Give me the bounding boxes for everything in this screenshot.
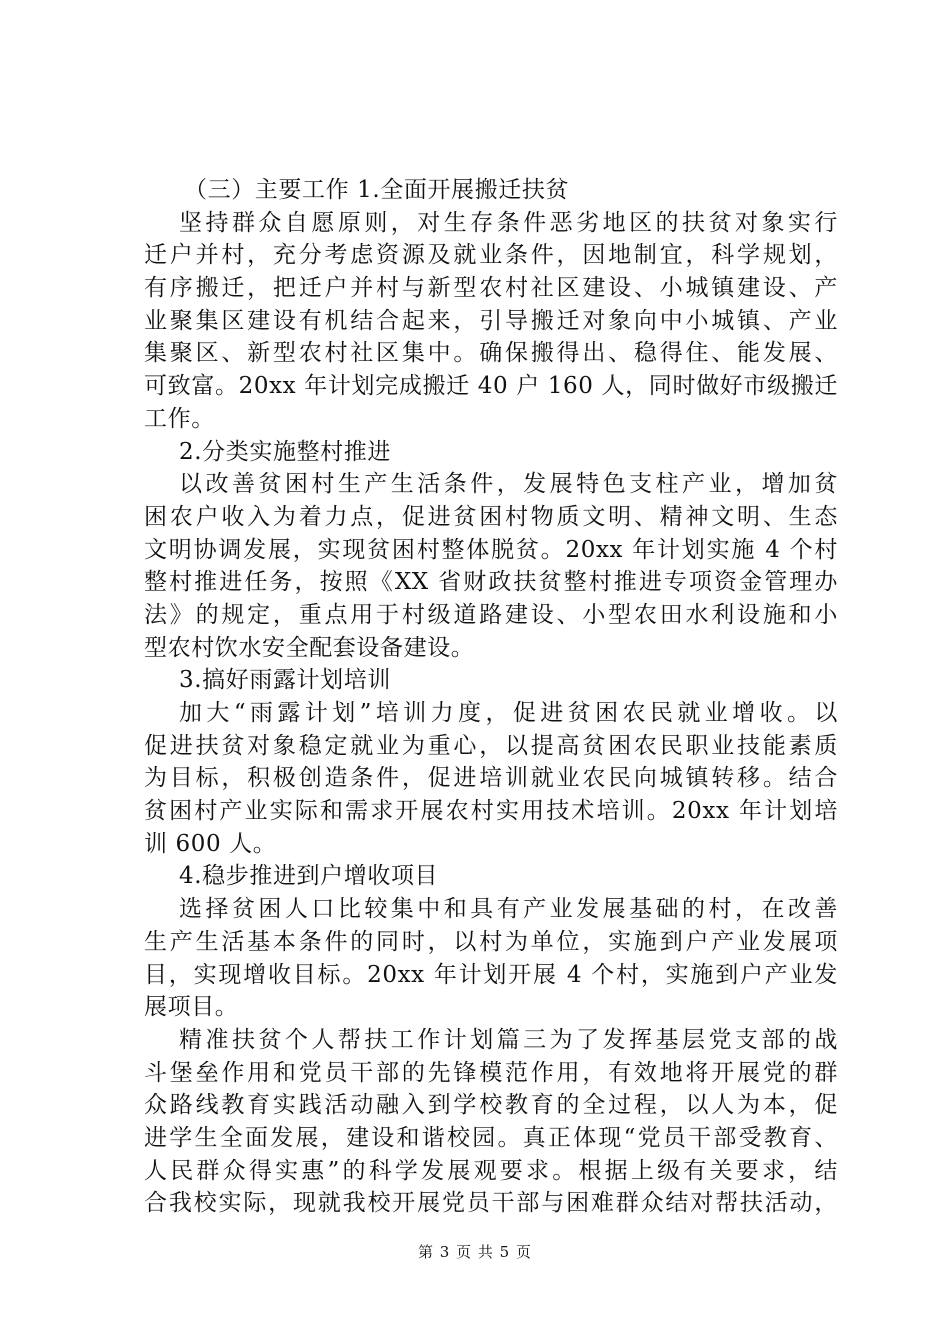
paragraph-line: 业聚集区建设有机结合起来，引导搬迁对象向中小城镇、产业	[144, 307, 838, 334]
paragraph-line: 训 600 人。	[144, 830, 277, 857]
paragraph-line: 人民群众得实惠”的科学发展观要求。根据上级有关要求，结	[144, 1157, 838, 1184]
paragraph-line: 型农村饮水安全配套设备建设。	[144, 634, 475, 661]
paragraph-line: 选择贫困人口比较集中和具有产业发展基础的村，在改善	[179, 896, 838, 923]
paragraph-line: 文明协调发展，实现贫困村整体脱贫。20xx 年计划实施 4 个村	[144, 536, 838, 563]
paragraph-line: 目，实现增收目标。20xx 年计划开展 4 个村，实施到户产业发	[144, 961, 838, 988]
paragraph-line: 为目标，积极创造条件，促进培训就业农民向城镇转移。结合	[144, 765, 838, 792]
paragraph-line: 加大“雨露计划”培训力度，促进贫困农民就业增收。以	[179, 700, 838, 726]
paragraph-line: 生产生活基本条件的同时，以村为单位，实施到户产业发展项	[144, 928, 838, 955]
paragraph-line: 法》的规定，重点用于村级道路建设、小型农田水利设施和小	[144, 601, 838, 628]
paragraph-line: 困农户收入为着力点，促进贫困村物质文明、精神文明、生态	[144, 503, 838, 530]
paragraph-line: 可致富。20xx 年计划完成搬迁 40 户 160 人，同时做好市级搬迁	[144, 373, 838, 400]
subheading: 2.分类实施整村推进	[179, 438, 391, 465]
paragraph-line: 合我校实际，现就我校开展党员干部与困难群众结对帮扶活动，	[144, 1190, 838, 1217]
paragraph-line: 以改善贫困村生产生活条件，发展特色支柱产业，增加贫	[179, 471, 838, 498]
paragraph-line: 集聚区、新型农村社区集中。确保搬得出、稳得住、能发展、	[144, 340, 838, 367]
subheading: 3.搞好雨露计划培训	[179, 667, 391, 694]
paragraph-line: 精准扶贫个人帮扶工作计划篇三为了发挥基层党支部的战	[179, 1026, 838, 1053]
document-body	[144, 174, 838, 1220]
paragraph-line: 有序搬迁，把迁户并村与新型农村社区建设、小城镇建设、产	[144, 275, 838, 302]
subheading: 4.稳步推进到户增收项目	[179, 863, 439, 890]
paragraph-line: 整村推进任务，按照《XX 省财政扶贫整村推进专项资金管理办	[144, 569, 838, 596]
paragraph-line: 进学生全面发展，建设和谐校园。真正体现“党员干部受教育、	[144, 1124, 838, 1151]
paragraph-line: 展项目。	[144, 994, 239, 1021]
paragraph-line: 贫困村产业实际和需求开展农村实用技术培训。20xx 年计划培	[144, 798, 838, 825]
paragraph-line: 迁户并村，充分考虑资源及就业条件，因地制宜，科学规划，	[144, 242, 838, 269]
section-heading: （三）主要工作 1.全面开展搬迁扶贫	[184, 177, 570, 203]
page-number-footer: 第 3 页 共 5 页	[418, 1243, 532, 1261]
paragraph-line: 工作。	[144, 405, 215, 432]
paragraph-line: 斗堡垒作用和党员干部的先锋模范作用，有效地将开展党的群	[144, 1059, 838, 1086]
paragraph-line: 坚持群众自愿原则，对生存条件恶劣地区的扶贫对象实行	[179, 209, 838, 236]
paragraph-line: 众路线教育实践活动融入到学校教育的全过程，以人为本，促	[144, 1092, 838, 1119]
paragraph-line: 促进扶贫对象稳定就业为重心，以提高贫困农民职业技能素质	[144, 732, 838, 759]
